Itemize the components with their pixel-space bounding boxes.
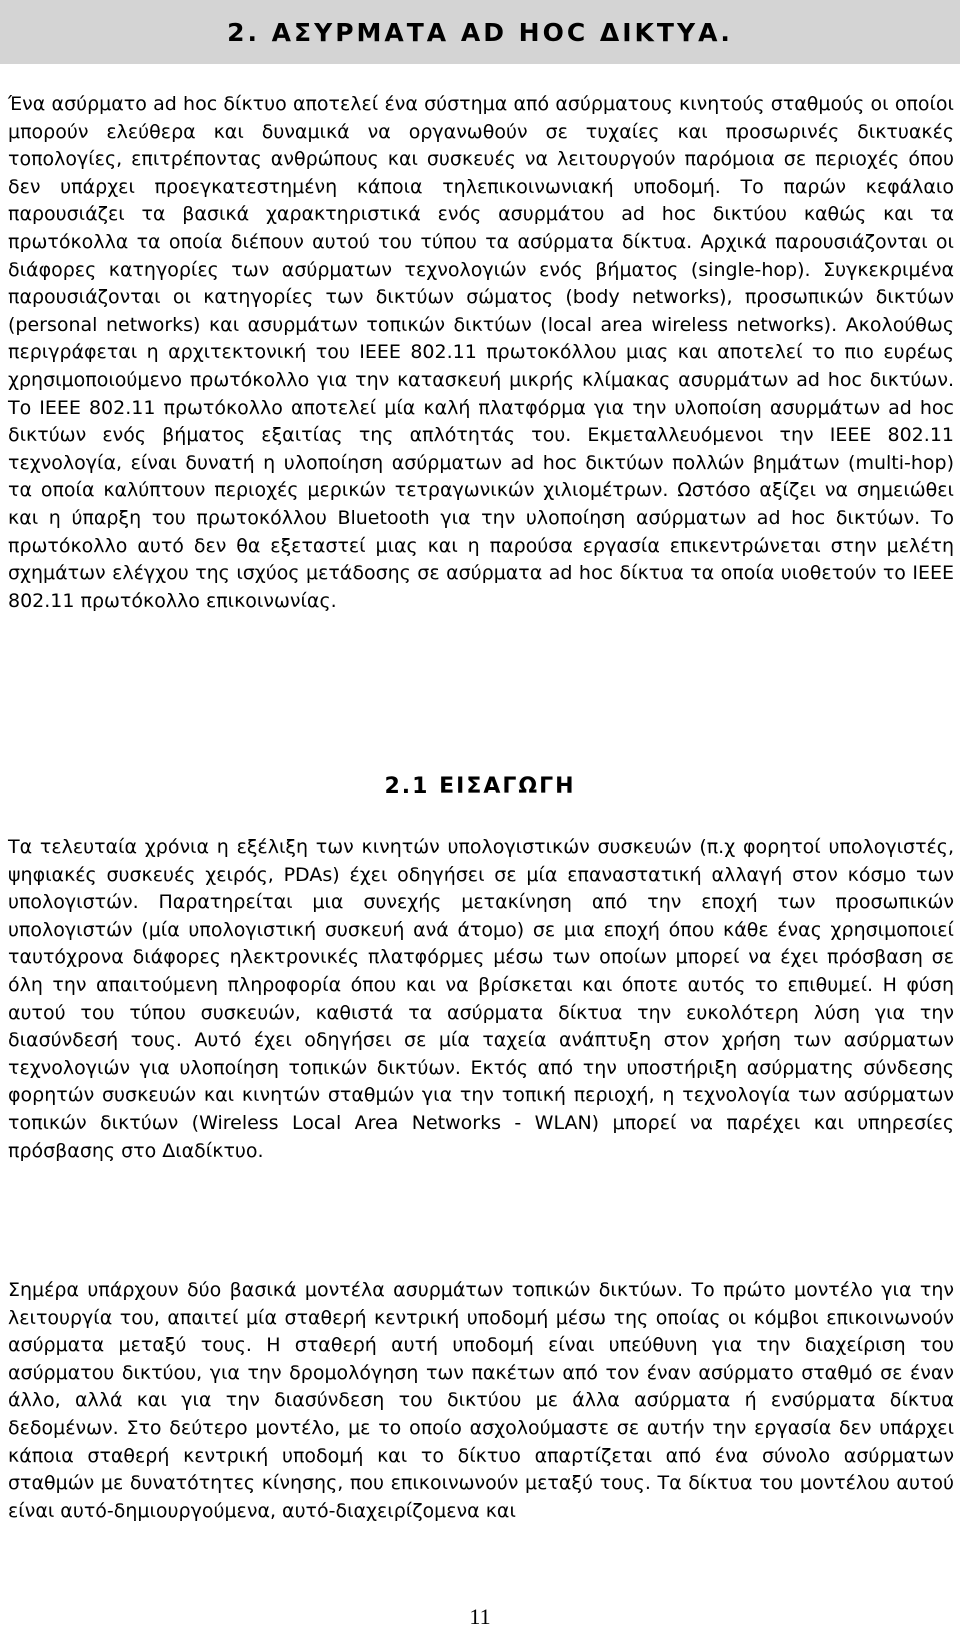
paragraph-introduction-1: Τα τελευταία χρόνια η εξέλιξη των κινητών υπολογιστικών συσκευών (π.χ φορητοί υπολογιστές, ψηφιακές συσκευές χειρός, PDAs) έχει οδηγήσει σε μία επαναστατική αλλαγή στον κόσμο των υπολογιστών. Παρατηρείται μια συνεχής μετακίνηση από την εποχή των προσωπικών υπολογιστών (μία υπολογιστική συσκευή ανά άτομο) σε μια εποχή όπου κάθε ένας χρησιμοποιεί ταυτόχρονα διάφορες ηλεκτρονικές πλατφόρμες μέσω των οποίων μπορεί να έχει πρόσβαση σε όλη την απαιτούμενη πληροφορία όπου και να βρίσκεται και όποτε αυτός το επιθυμεί. Η φύση αυτού του τύπου συσκευών, καθιστά τα ασύρματα δίκτυα την ευκολότερη λύση για την διασύνδεσή τους. Αυτό έχει οδηγήσει σε μία ταχεία ανάπτυξη στον χρήση των ασύρματων τεχνολογιών για υλοποίηση τοπικών δικτύων. Εκτός από την υποστήριξη ασύρματης σύνδεσης φορητών συσκευών και κινητών σταθμών για την τοπική περιοχή, η τεχνολογία των ασύρματων τοπικών δικτύων (Wireless Local Area Networks - WLAN) μπορεί να παρέχει και υπηρεσίες πρόσβασης στο Διαδίκτυο. bbox=[8, 836, 954, 1162]
chapter-title: 2. ΑΣΥΡΜΑΤΑ AD HOC ΔΙΚΤΥΑ. bbox=[227, 18, 733, 47]
paragraph-introduction-2: Σημέρα υπάρχουν δύο βασικά μοντέλα ασυρμάτων τοπικών δικτύων. Το πρώτο μοντέλο για την λειτουργία του, απαιτεί μία σταθερή κεντρική υποδομή μέσω της οποίας οι κόμβοι επικοινωνούν ασύρματα μεταξύ τους. Η σταθερή αυτή υποδομή είναι υπεύθυνη για την διαχείριση του ασύρματου δικτύου, για την δρομολόγηση των πακέτων από τον έναν ασύρματο σταθμό σε έναν άλλο, αλλά και για την διασύνδεση του δικτύου με άλλα ασύρματα ή ενσύρματα δίκτυα δεδομένων. Στο δεύτερο μοντέλο, με το οποίο ασχολούμαστε σε αυτήν την εργασία δεν υπάρχει κάποια σταθερή κεντρική υποδομή και το δίκτυο απαρτίζεται από ένα σύνολο ασύρματων σταθμών με δυνατότητες κίνησης, που επικοινωνούν μεταξύ τους. Τα δίκτυα του μοντέλου αυτού είναι αυτό-δημιουργούμενα, αυτό-διαχειρίζομενα και bbox=[8, 1279, 954, 1522]
section-heading: 2.1 ΕΙΣΑΓΩΓΗ bbox=[384, 774, 576, 799]
paragraph-intro: Ένα ασύρματο ad hoc δίκτυο αποτελεί ένα σύστημα από ασύρματους κινητούς σταθμούς οι οποίοι μπορούν ελεύθερα και δυναμικά να οργανωθούν σε τυχαίες και προσωρινές δικτυακές τοπολογίες, επιτρέποντας ανθρώπους και συσκευές να λειτουργούν παρόμοια σε περιοχές όπου δεν υπάρχει προεγκατεστημένη κάποια τηλεπικοινωνιακή υποδομή. Το παρών κεφάλαιο παρουσιάζει τα βασικά χαρακτηριστικά ενός ασυρμάτου ad hoc δικτύου καθώς και τα πρωτόκολλα τα οποία διέπουν αυτού του τύπου τα ασύρματα δίκτυα. Αρχικά παρουσιάζονται οι διάφορες κατηγορίες των ασύρματων τεχνολογιών ενός βήματος (single-hop). Συγκεκριμένα παρουσιάζονται οι κατηγορίες των δικτύων σώματος (body networks), προσωπικών δικτύων (personal networks) και ασυρμάτων τοπικών δικτύων (local area wireless networks). Ακολούθως περιγράφεται η αρχιτεκτονική του IEEE 802.11 πρωτοκόλλου μιας και αποτελεί το πιο ευρέως χρησιμοποιούμενο πρωτόκολλο για την κατασκευή μικρής κλίμακας ασυρμάτων ad hoc δικτύων. Το IEEE 802.11 πρωτόκολλο αποτελεί μία καλή πλατφόρμα για την υλοποίση ασυρμάτων ad hoc δικτύων ενός βήματος εξαιτίας της απλότητάς του. Εκμεταλλευόμενοι την IEEE 802.11 τεχνολογία, είναι δυνατή η υλοποίηση ασύρματων ad hoc δικτύων πολλών βημάτων (multi-hop) τα οποία καλύπτουν περιοχές μερικών τετραγωνικών χιλιομέτρων. Ωστόσο αξίζει να σημειώθει και η ύπαρξη του πρωτοκόλλου Bluetooth για την υλοποίηση ασύρματων ad hoc δικτύων. Το πρωτόκολλο αυτό δεν θα εξεταστεί μιας και η παρούσα εργασία επικεντρώνεται στην μελέτη σχημάτων ελέγχου της ισχύος μετάδοσης σε ασύρματα ad hoc δίκτυα τα οποία υιοθετούν το IEEE 802.11 πρωτόκολλο επικοινωνίας. bbox=[8, 93, 954, 612]
page-number: 11 bbox=[469, 1604, 491, 1629]
